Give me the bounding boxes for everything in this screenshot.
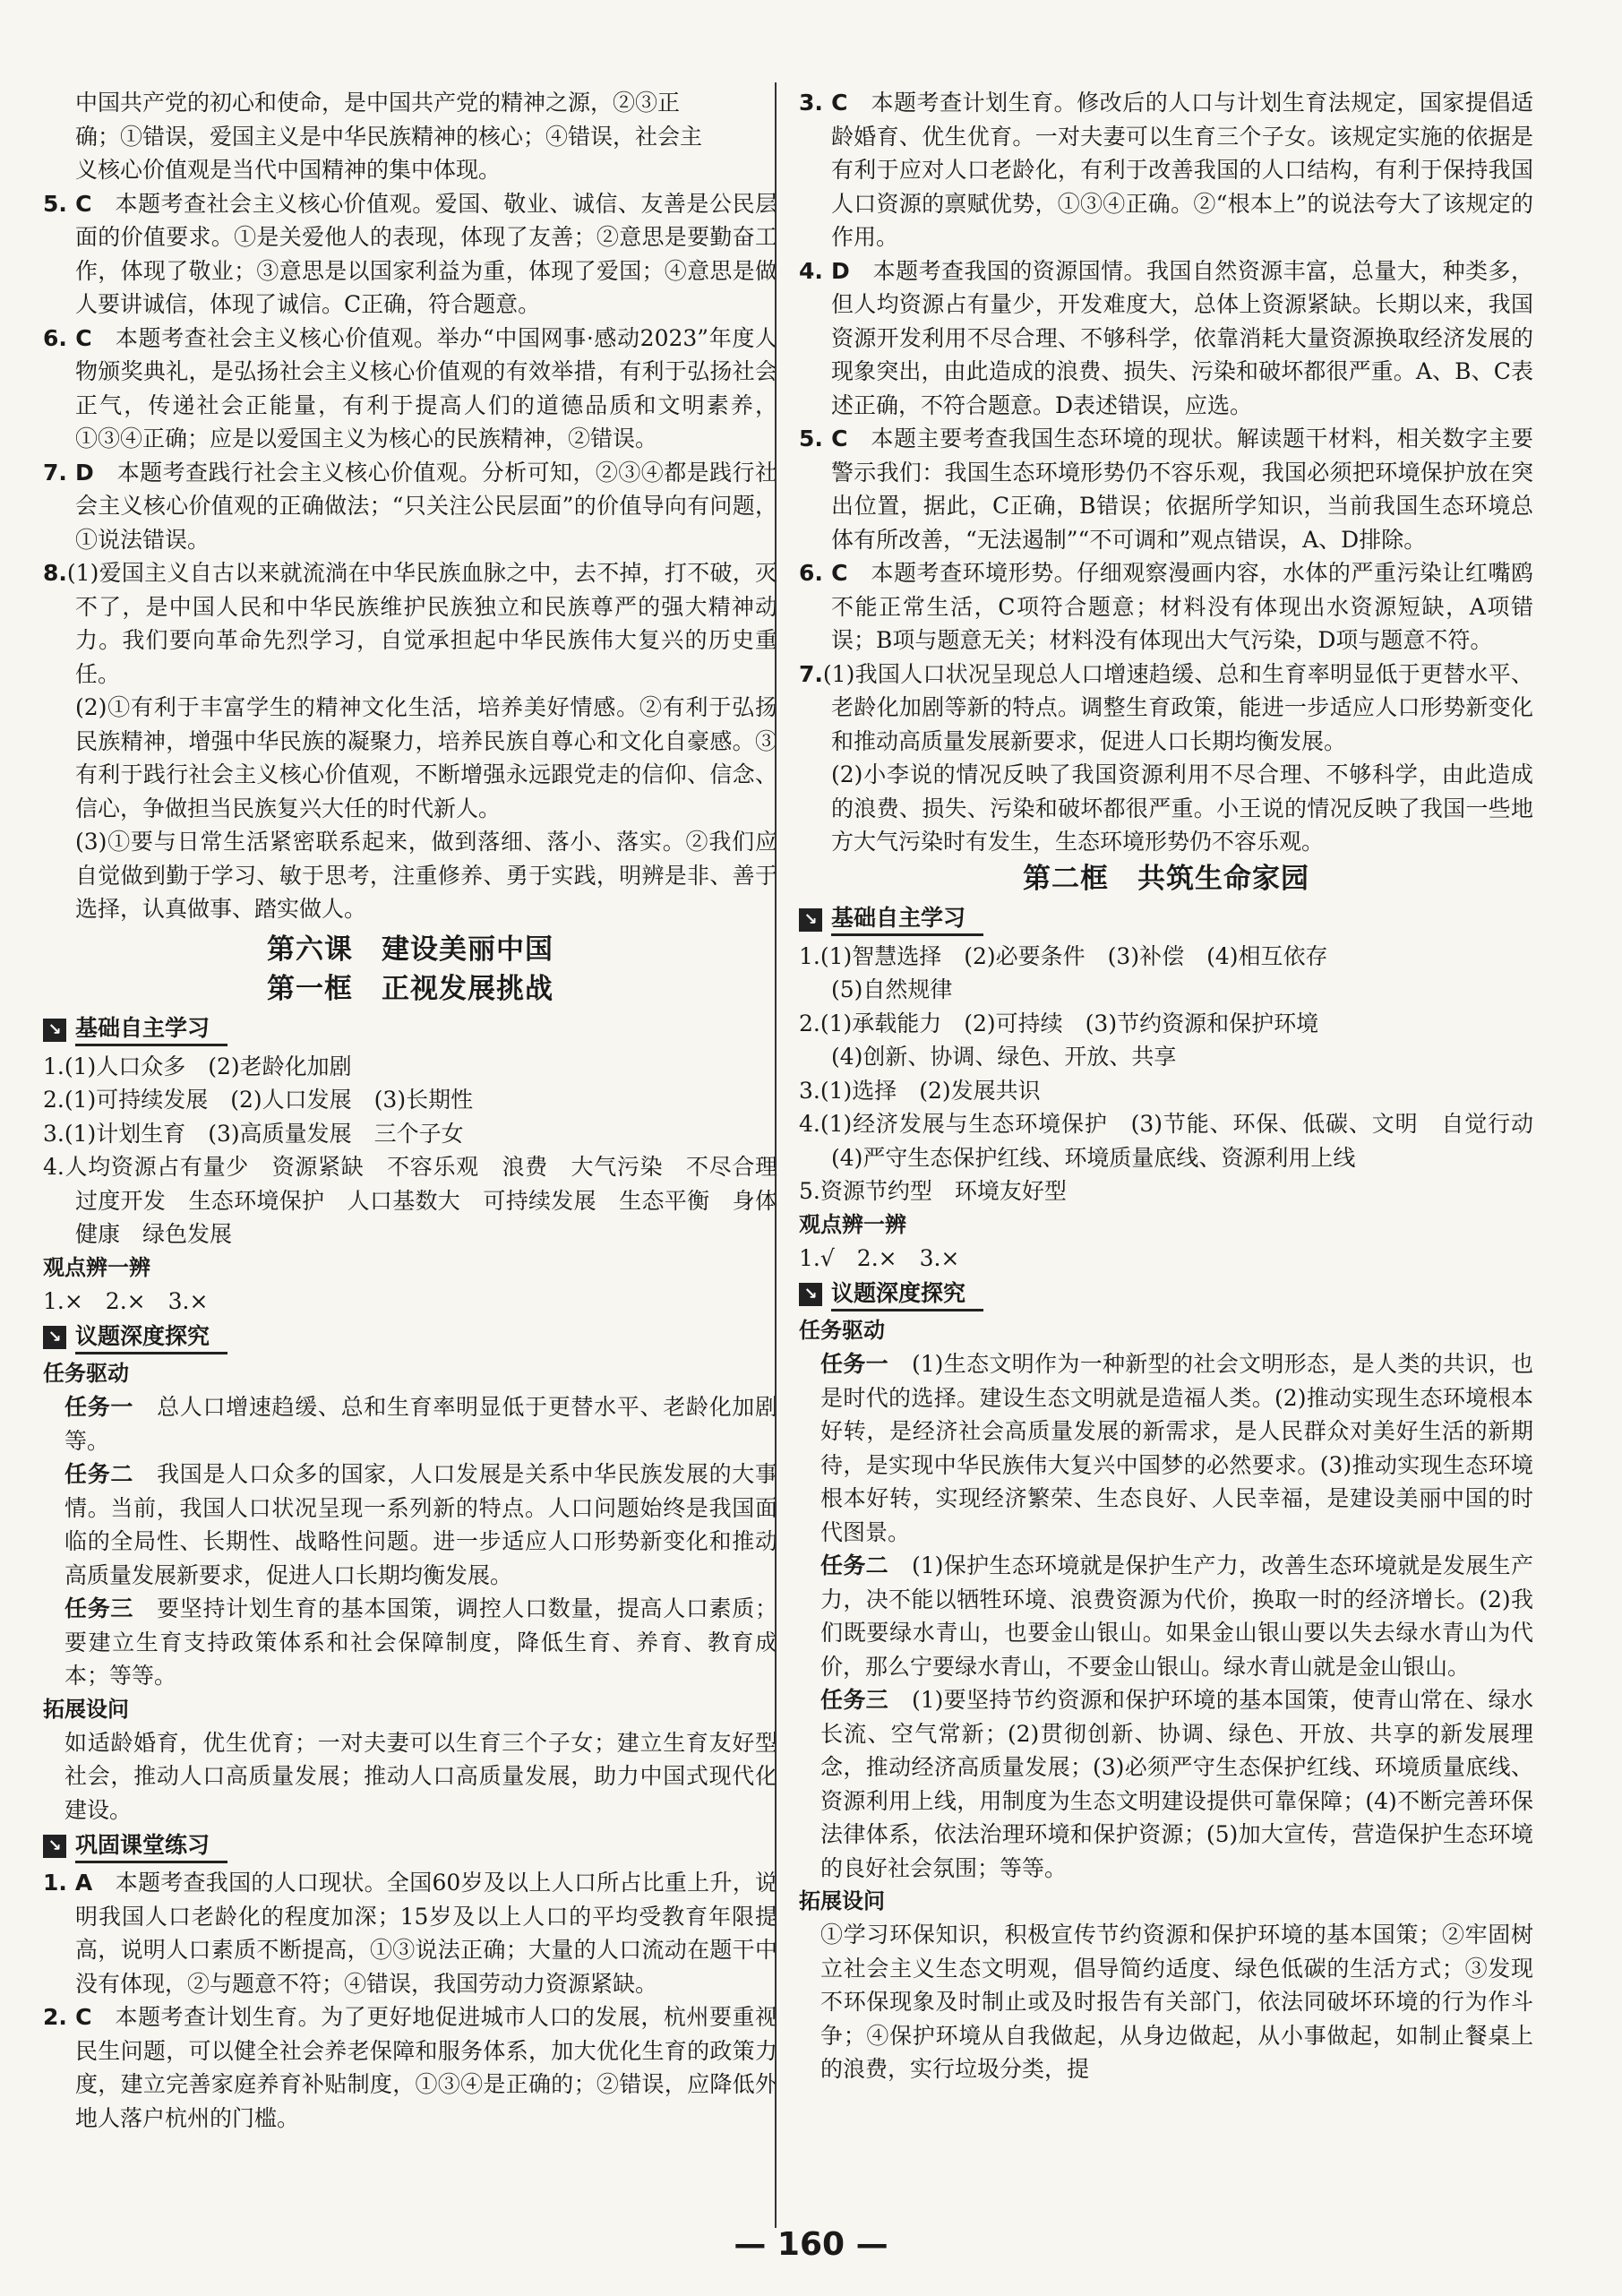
task-three: 任务三 要坚持计划生育的基本国策，调控人口数量，提高人口素质；要建立生育支持政策体系和社会保障制度，降低生育、养育、教育成本；等等。 (64, 1595, 777, 1689)
page-number: — 160 — (734, 2226, 888, 2263)
practice-item-2: 2. C 本题考查计划生育。为了更好地促进城市人口的发展，杭州要重视民生问题，可以健全社会养老保障和服务体系，加大优化生育的政策力度，建立完善家庭养育补贴制度，①③④是正确的；②错误，应降低外地人落户杭州的门槛。 (43, 2004, 777, 2131)
practice-item-7-part2: (2)小李说的情况反映了我国资源利用不尽合理、不够科学，由此造成的浪费、损失、污染和破坏都很严重。小王说的情况反映了我国一些地方大气污染时有发生，生态环境形势仍不容乐观。 (831, 761, 1533, 855)
continued-text: 中国共产党的初心和使命，是中国共产党的精神之源，②③正 (75, 90, 681, 116)
basic-line: 2.(1)承载能力 (2)可持续 (3)节约资源和保护环境 (799, 1010, 1319, 1036)
practice-item-5: 5. C 本题主要考查我国生态环境的现状。解读题干材料，相关数字主要警示我们：我国生态环境形势仍不容乐观，我国必须把环境保护放在突出位置，据此，C正确，B错误；依据所学知识，当前我国生态环境总体有所改善，“无法遏制”“不可调和”观点错误，A、D排除。 (799, 426, 1533, 553)
section-arrow-icon: ↘ (799, 908, 822, 932)
practice-item-1: 1. A 本题考查我国的人口现状。全国60岁及以上人口所占比重上升，说明我国人口老龄化的程度加深；15岁及以上人口的平均受教育年限提高，说明人口素质不断提高，①③说法正确；大量的人口流动在题干中没有体现，②与题意不符；④错误，我国劳动力资源紧缺。 (43, 1870, 777, 1997)
extension-title: 拓展设问 (799, 1888, 885, 1913)
judge-title: 观点辨一辨 (799, 1211, 906, 1237)
practice-item-3: 3. C 本题考查计划生育。修改后的人口与计划生育法规定，国家提倡适龄婚育、优生优育。一对夫妻可以生育三个子女。该规定实施的依据是有利于应对人口老龄化，有利于改善我国的人口结构，有利于保持我国人口资源的禀赋优势，①③④正确。②“根本上”的说法夸大了该规定的作用。 (799, 90, 1533, 250)
basic-line: 2.(1)可持续发展 (2)人口发展 (3)长期性 (43, 1087, 474, 1113)
section-arrow-icon: ↘ (43, 1326, 66, 1349)
practice-item-6: 6. C 本题考查环境形势。仔细观察漫画内容，水体的严重污染让红嘴鸥不能正常生活，C项符合题意；材料没有体现出水资源短缺，A项错误；B项与题意无关；材料没有体现出大气污染，D项与题意不符。 (799, 560, 1533, 653)
section-heading-basic: ↘ 基础自主学习 (799, 902, 1533, 938)
judge-answers: 1.× 2.× 3.× (43, 1287, 209, 1314)
basic-line: 4.(1)经济发展与生态环境保护 (3)节能、环保、低碳、文明 自觉行动 (4)严守生态保护红线、环境质量底线、资源利用上线 (799, 1111, 1557, 1171)
extension-title: 拓展设问 (43, 1696, 129, 1722)
task-title: 任务驱动 (43, 1361, 129, 1386)
basic-line: 4.人均资源占有量少 资源紧缺 不容乐观 浪费 大气污染 不尽合理 过度开发 生态环境保护 人口基数大 可持续发展 生态平衡 身体健康 绿色发展 (43, 1154, 801, 1247)
task-two: 任务二 我国是人口众多的国家，人口发展是关系中华民族发展的大事情。当前，我国人口状况呈现一系列新的特点。人口问题始终是我国面临的全局性、长期性、战略性问题。进一步适应人口形势新变化和推动高质量发展新要求，促进人口长期均衡发展。 (64, 1461, 777, 1588)
frame-title: 第一框 正视发展挑战 (267, 972, 554, 1005)
basic-line: (5)自然规律 (831, 976, 953, 1002)
section-arrow-icon: ↘ (43, 1019, 66, 1042)
answer-item-8-part3: (3)①要与日常生活紧密联系起来，做到落细、落小、落实。②我们应自觉做到勤于学习、敏于思考，注重修养、勇于实践，明辨是非、善于选择，认真做事、踏实做人。 (75, 829, 777, 922)
answer-item-6: 6. C 本题考查社会主义核心价值观。举办“中国网事·感动2023”年度人物颁奖典礼，是弘扬社会主义核心价值观的有效举措，有利于弘扬社会正气，传递社会正能量，有利于提高人们的道德品质和文明素养，①③④正确；应是以爱国主义为核心的民族精神，②错误。 (43, 324, 777, 451)
answer-item-8: 8.(1)爱国主义自古以来就流淌在中华民族血脉之中，去不掉，打不破，灭不了，是中国人民和中华民族维护民族独立和民族尊严的强大精神动力。我们要向革命先烈学习，自觉承担起中华民族伟大复兴的历史重任。 (43, 560, 777, 687)
section-heading-practice: ↘ 巩固课堂练习 (43, 1828, 777, 1864)
answer-item-7: 7. D 本题考查践行社会主义核心价值观。分析可知，②③④都是践行社会主义核心价值观的正确做法；“只关注公民层面”的价值导向有问题，①说法错误。 (43, 459, 777, 553)
task-one: 任务一 (1)生态文明作为一种新型的社会文明形态，是人类的共识，也是时代的选择。建设生态文明就是造福人类。(2)推动实现生态环境根本好转，是经济社会高质量发展的新需求，是人民群众对美好生活的新期待，是实现中华民族伟大复兴中国梦的必然要求。(3)推动实现生态环境根本好转，实现经济繁荣、生态良好、人民幸福，是建设美丽中国的时代图景。 (820, 1351, 1533, 1545)
basic-line: 1.(1)智慧选择 (2)必要条件 (3)补偿 (4)相互依存 (799, 942, 1328, 969)
right-column (799, 86, 1557, 2086)
answer-item-5: 5. C 本题考查社会主义核心价值观。爱国、敬业、诚信、友善是公民层面的价值要求。①是关爱他人的表现，体现了友善；②意思是要勤奋工作，体现了敬业；③意思是以国家利益为重，体现了爱国；④意思是做人要讲诚信，体现了诚信。C正确，符合题意。 (43, 190, 777, 317)
task-title: 任务驱动 (799, 1318, 885, 1343)
column-divider (775, 82, 777, 2228)
continued-text: 义核心价值观是当代中国精神的集中体现。 (75, 157, 502, 183)
section-heading-explore: ↘ 议题深度探究 (43, 1320, 777, 1355)
basic-line: 3.(1)选择 (2)发展共识 (799, 1077, 1041, 1104)
extension-answer: ①学习环保知识，积极宣传节约资源和保护环境的基本国策；②牢固树立社会主义生态文明观，倡导简约适度、绿色低碳的生活方式；③发现不环保现象及时制止或及时报告有关部门，依法同破坏环境的行为作斗争；④保护环境从自我做起，从身边做起，从小事做起，如制止餐桌上的浪费，实行垃圾分类，提 (820, 1922, 1533, 2082)
basic-line: 1.(1)人口众多 (2)老龄化加剧 (43, 1053, 352, 1079)
judge-title: 观点辨一辨 (43, 1254, 150, 1280)
extension-answer: 如适龄婚育，优生优育；一对夫妻可以生育三个子女；建立生育友好型社会，推动人口高质量发展；推动人口高质量发展，助力中国式现代化建设。 (64, 1729, 777, 1823)
practice-item-7: 7.(1)我国人口状况呈现总人口增速趋缓、总和生育率明显低于更替水平、老龄化加剧等新的特点。调整生育政策，能进一步适应人口形势新变化和推动高质量发展新要求，促进人口长期均衡发展。 (799, 660, 1533, 754)
practice-item-4: 4. D 本题考查我国的资源国情。我国自然资源丰富，总量大，种类多，但人均资源占有量少，开发难度大，总体上资源紧缺。长期以来，我国资源开发利用不尽合理、不够科学，依靠消耗大量资源换取经济发展的现象突出，由此造成的浪费、损失、污染和破坏都很严重。A、B、C表述正确，不符合题意。D表述错误，应选。 (799, 257, 1533, 418)
lesson-title: 第六课 建设美丽中国 (267, 933, 554, 966)
frame-title: 第二框 共筑生命家园 (1023, 862, 1309, 895)
task-one: 任务一 总人口增速趋缓、总和生育率明显低于更替水平、老龄化加剧等。 (64, 1394, 777, 1454)
section-heading-basic: ↘ 基础自主学习 (43, 1012, 777, 1048)
section-arrow-icon: ↘ (43, 1835, 66, 1858)
left-column (43, 86, 801, 2135)
task-three: 任务三 (1)要坚持节约资源和保护环境的基本国策，使青山常在、绿水长流、空气常新；(2)贯彻创新、协调、绿色、开放、共享的新发展理念，推动经济高质量发展；(3)必须严守生态保护红线、环境质量底线、资源利用上线，用制度为生态文明建设提供可靠保障；(4)不断完善环保法律体系，依法治理环境和保护资源；(5)加大宣传，营造保护生态环境的良好社会氛围；等等。 (820, 1687, 1533, 1881)
basic-line: (4)创新、协调、绿色、开放、共享 (831, 1044, 1177, 1070)
judge-answers: 1.√ 2.× 3.× (799, 1244, 960, 1271)
basic-line: 5.资源节约型 环境友好型 (799, 1178, 1067, 1204)
section-heading-explore: ↘ 议题深度探究 (799, 1277, 1533, 1312)
answer-item-8-part2: (2)①有利于丰富学生的精神文化生活，培养美好情感。②有利于弘扬民族精神，增强中华民族的凝聚力，培养民族自尊心和文化自豪感。③有利于践行社会主义核心价值观，不断增强永远跟党走的信仰、信念、信心，争做担当民族复兴大任的时代新人。 (75, 694, 777, 821)
section-arrow-icon: ↘ (799, 1283, 822, 1306)
task-two: 任务二 (1)保护生态环境就是保护生产力，改善生态环境就是发展生产力，决不能以牺牲环境、浪费资源为代价，换取一时的经济增长。(2)我们既要绿水青山，也要金山银山。如果金山银山要以失去绿水青山为代价，那么宁要绿水青山，不要金山银山。绿水青山就是金山银山。 (820, 1552, 1533, 1680)
continued-text: 确；①错误，爱国主义是中华民族精神的核心；④错误，社会主 (75, 123, 703, 150)
basic-line: 3.(1)计划生育 (3)高质量发展 三个子女 (43, 1120, 464, 1147)
